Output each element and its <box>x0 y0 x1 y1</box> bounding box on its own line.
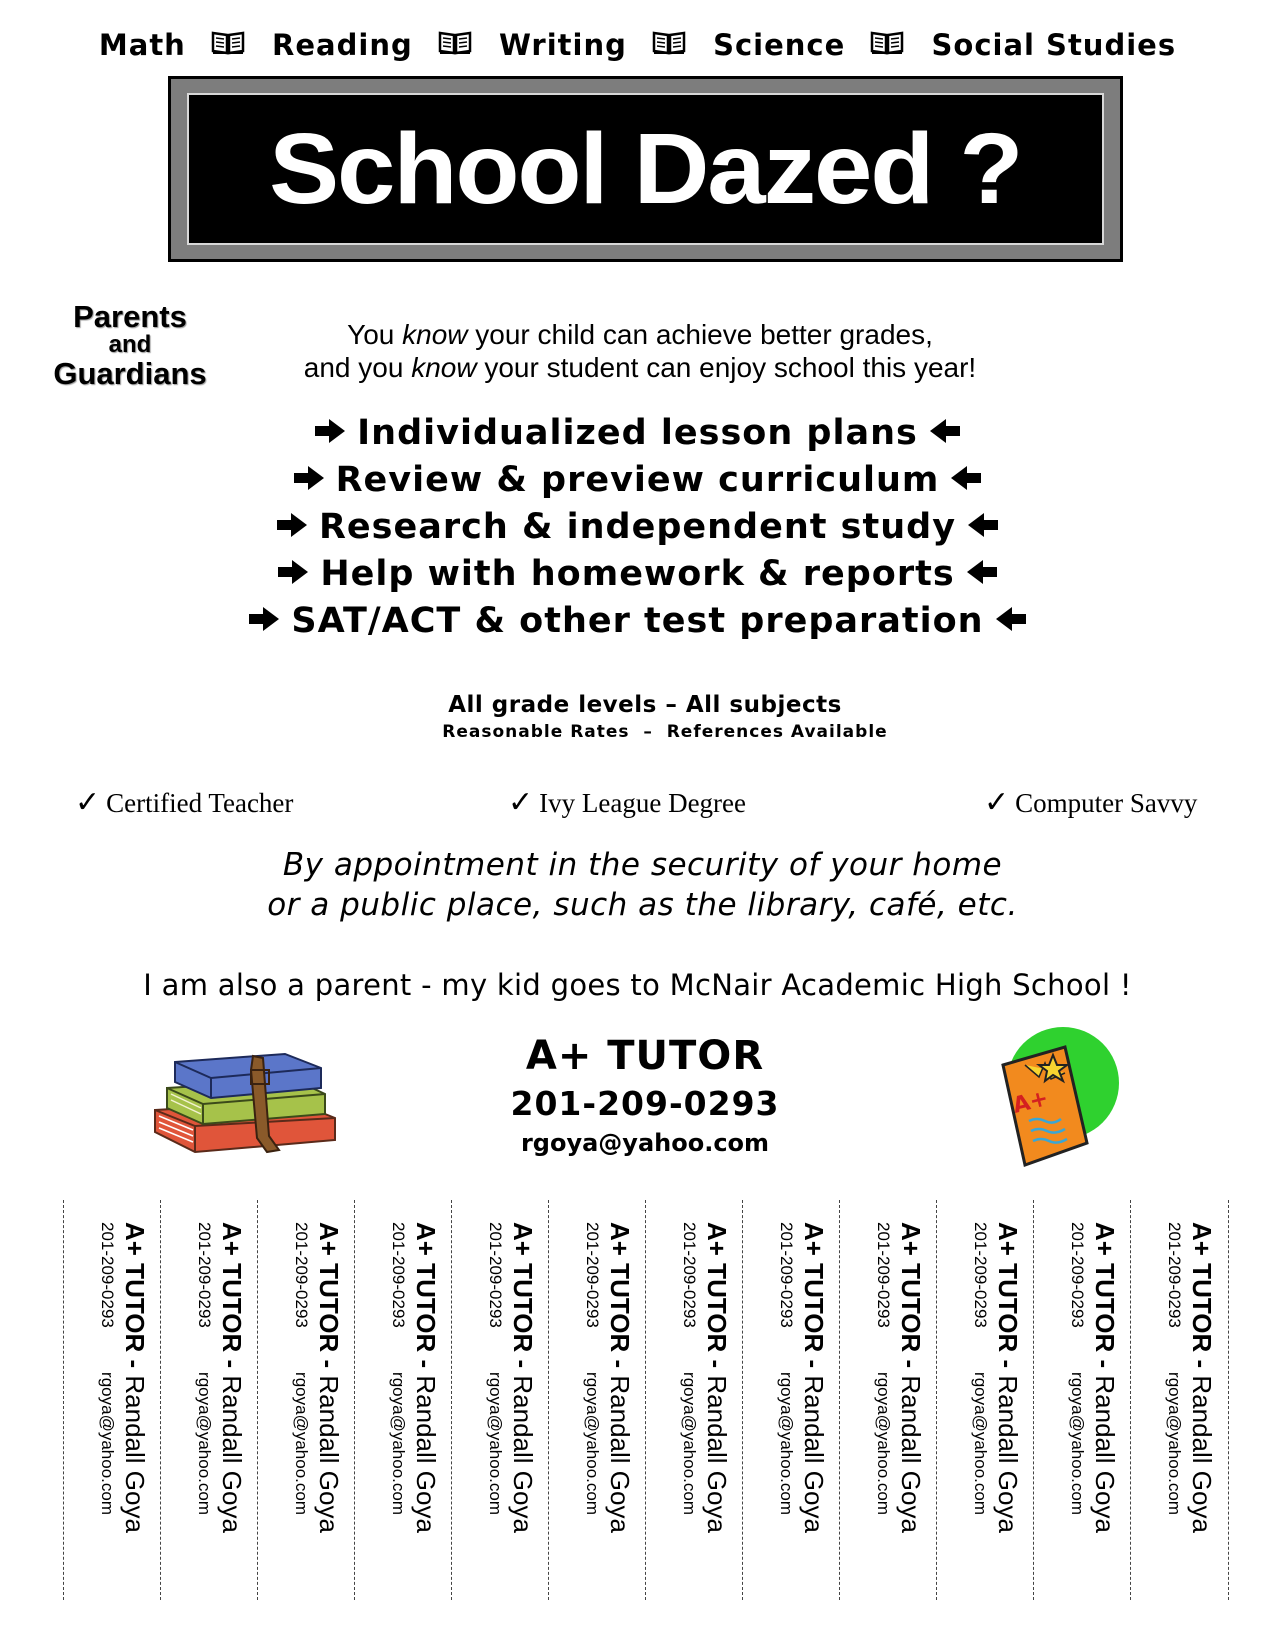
service-item <box>0 504 1275 551</box>
parent-note: I am also a parent - my kid goes to McNair Academic High School ! <box>143 968 1132 1002</box>
tab-name-line <box>702 1222 732 1582</box>
audience-heading <box>30 300 230 390</box>
page-title: School Dazed ? <box>269 113 1022 225</box>
tab-text <box>953 1222 1023 1582</box>
tab-title: A+ TUTOR <box>993 1222 1023 1353</box>
tab-name-line <box>411 1222 441 1582</box>
tab-contact-line <box>385 1222 411 1582</box>
tab-person: Randall Goya <box>508 1375 538 1533</box>
tab-title: A+ TUTOR <box>314 1222 344 1353</box>
intro-line-1-start: You <box>347 319 403 350</box>
arrow-right-icon <box>247 599 281 645</box>
tab-text <box>177 1222 247 1582</box>
tab-separator: - <box>314 1352 344 1376</box>
credential-computer-savvy <box>984 785 1197 820</box>
tab-contact-line <box>676 1222 702 1582</box>
arrow-left-icon <box>949 458 983 504</box>
tab-phone: 201-209-0293 <box>98 1222 117 1328</box>
contact-email: rgoya@yahoo.com <box>520 1129 770 1157</box>
tab-name-line <box>799 1222 829 1582</box>
tab-spacer <box>777 1328 796 1372</box>
contact-block <box>400 1030 890 1160</box>
tab-separator: - <box>217 1352 247 1376</box>
tab-separator: - <box>702 1352 732 1376</box>
grade-mark: A+ <box>1010 1085 1051 1119</box>
tab-phone: 201-209-0293 <box>389 1222 408 1328</box>
open-book-icon <box>211 28 245 62</box>
tear-off-tab[interactable] <box>936 1200 1034 1600</box>
tab-text <box>565 1222 635 1582</box>
intro-line-2-start: and you <box>303 352 412 383</box>
tear-off-tab[interactable] <box>645 1200 743 1600</box>
tab-email: rgoya@yahoo.com <box>874 1372 893 1515</box>
tear-off-tab[interactable] <box>839 1200 937 1600</box>
tab-contact-line <box>94 1222 120 1582</box>
tab-separator: - <box>508 1352 538 1376</box>
tab-phone: 201-209-0293 <box>971 1222 990 1328</box>
tab-contact-line <box>482 1222 508 1582</box>
credential-ivy-league-degree <box>508 785 746 820</box>
tab-text <box>1050 1222 1120 1582</box>
tab-person: Randall Goya <box>120 1375 150 1533</box>
arrow-left-icon <box>994 599 1028 645</box>
intro-line-2-emphasis: know <box>411 352 477 383</box>
credential-label: Computer Savvy <box>1015 788 1198 818</box>
tab-spacer <box>1165 1328 1184 1372</box>
tab-text <box>274 1222 344 1582</box>
tear-off-tab[interactable] <box>160 1200 258 1600</box>
tab-spacer <box>98 1328 117 1372</box>
tab-separator: - <box>1090 1352 1120 1376</box>
tab-title: A+ TUTOR <box>411 1222 441 1353</box>
credential-label: Ivy League Degree <box>539 788 747 818</box>
tab-separator: - <box>799 1352 829 1376</box>
service-item <box>0 457 1275 504</box>
tab-title: A+ TUTOR <box>799 1222 829 1353</box>
tear-off-tab[interactable] <box>354 1200 452 1600</box>
subject-writing: Writing <box>498 28 627 62</box>
tab-email: rgoya@yahoo.com <box>98 1372 117 1515</box>
tab-contact-line <box>288 1222 314 1582</box>
tab-email: rgoya@yahoo.com <box>292 1372 311 1515</box>
tab-spacer <box>292 1328 311 1372</box>
appointment-text <box>0 845 1275 925</box>
tear-off-tab[interactable] <box>63 1200 161 1600</box>
tab-title: A+ TUTOR <box>1187 1222 1217 1353</box>
tab-person: Randall Goya <box>799 1375 829 1533</box>
tab-email: rgoya@yahoo.com <box>195 1372 214 1515</box>
tab-title: A+ TUTOR <box>896 1222 926 1353</box>
credential-label: Certified Teacher <box>106 788 294 818</box>
tab-title: A+ TUTOR <box>508 1222 538 1353</box>
tab-spacer <box>389 1328 408 1372</box>
open-book-icon <box>870 28 904 62</box>
tab-contact-line <box>579 1222 605 1582</box>
tab-email: rgoya@yahoo.com <box>1165 1372 1184 1515</box>
contact-phone: 201-209-0293 <box>510 1084 780 1123</box>
tear-off-tab[interactable] <box>548 1200 646 1600</box>
subject-math: Math <box>98 28 186 62</box>
tab-contact-line <box>1064 1222 1090 1582</box>
tab-separator: - <box>993 1352 1023 1376</box>
checkmark-icon: ✓ <box>984 786 1010 819</box>
tab-text <box>80 1222 150 1582</box>
intro-line-1-emphasis: know <box>402 319 468 350</box>
tab-person: Randall Goya <box>896 1375 926 1533</box>
rates-line: Reasonable Rates – References Available <box>442 722 888 742</box>
title-banner-panel <box>187 93 1104 245</box>
services-list <box>0 410 1275 645</box>
title-banner-bevel <box>171 79 1120 259</box>
tab-separator: - <box>411 1352 441 1376</box>
tab-email: rgoya@yahoo.com <box>389 1372 408 1515</box>
intro-text <box>240 318 1040 384</box>
service-item <box>0 551 1275 598</box>
tab-person: Randall Goya <box>702 1375 732 1533</box>
tab-spacer <box>195 1328 214 1372</box>
tab-person: Randall Goya <box>605 1375 635 1533</box>
tab-contact-line <box>870 1222 896 1582</box>
tab-phone: 201-209-0293 <box>874 1222 893 1328</box>
arrow-right-icon <box>275 505 309 551</box>
tab-text <box>371 1222 441 1582</box>
title-banner <box>168 76 1123 262</box>
intro-line-1-end: your child can achieve better grades, <box>467 319 933 350</box>
tab-phone: 201-209-0293 <box>292 1222 311 1328</box>
tab-contact-line <box>191 1222 217 1582</box>
tab-spacer <box>1068 1328 1087 1372</box>
audience-line-and: and <box>108 331 152 358</box>
tab-name-line <box>1090 1222 1120 1582</box>
tab-text <box>856 1222 926 1582</box>
tab-phone: 201-209-0293 <box>583 1222 602 1328</box>
tab-separator: - <box>896 1352 926 1376</box>
tear-off-tab[interactable] <box>257 1200 355 1600</box>
tab-name-line <box>314 1222 344 1582</box>
tab-spacer <box>680 1328 699 1372</box>
tab-spacer <box>583 1328 602 1372</box>
tab-email: rgoya@yahoo.com <box>1068 1372 1087 1515</box>
service-label: Review & preview curriculum <box>335 460 940 500</box>
tab-title: A+ TUTOR <box>702 1222 732 1353</box>
tab-title: A+ TUTOR <box>1090 1222 1120 1353</box>
tab-title: A+ TUTOR <box>605 1222 635 1353</box>
arrow-right-icon <box>313 411 347 457</box>
service-label: Help with homework & reports <box>320 554 955 594</box>
intro-line-2-end: your student can enjoy school this year! <box>476 352 977 383</box>
arrow-left-icon <box>965 552 999 598</box>
intro-line-2 <box>240 351 1040 384</box>
tab-text <box>662 1222 732 1582</box>
appointment-line-1: By appointment in the security of your home <box>282 847 1003 883</box>
tab-name-line <box>605 1222 635 1582</box>
arrow-left-icon <box>966 505 1000 551</box>
tab-name-line <box>120 1222 150 1582</box>
tab-person: Randall Goya <box>217 1375 247 1533</box>
books-stack-illustration <box>145 1040 345 1164</box>
tab-name-line <box>896 1222 926 1582</box>
tear-off-tab[interactable] <box>1033 1200 1131 1600</box>
tab-phone: 201-209-0293 <box>777 1222 796 1328</box>
tab-separator: - <box>120 1352 150 1376</box>
tab-spacer <box>971 1328 990 1372</box>
tab-text <box>1147 1222 1217 1582</box>
tab-title: A+ TUTOR <box>217 1222 247 1353</box>
tab-name-line <box>1187 1222 1217 1582</box>
audience-line-guardians: Guardians <box>53 356 207 391</box>
service-label: Individualized lesson plans <box>357 413 918 453</box>
intro-line-1 <box>240 318 1040 351</box>
tab-email: rgoya@yahoo.com <box>583 1372 602 1515</box>
audience-line-parents: Parents <box>73 299 187 334</box>
tab-person: Randall Goya <box>314 1375 344 1533</box>
tab-spacer <box>874 1328 893 1372</box>
subject-science: Science <box>713 28 846 62</box>
tab-name-line <box>508 1222 538 1582</box>
arrow-right-icon <box>276 552 310 598</box>
tab-contact-line <box>967 1222 993 1582</box>
arrow-right-icon <box>292 458 326 504</box>
tab-contact-line <box>773 1222 799 1582</box>
tab-separator: - <box>1187 1352 1217 1376</box>
tab-person: Randall Goya <box>993 1375 1023 1533</box>
appointment-line-2: or a public place, such as the library, café, etc. <box>267 887 1018 923</box>
service-label: Research & independent study <box>318 507 957 547</box>
service-item <box>0 598 1275 645</box>
open-book-icon <box>438 28 472 62</box>
tear-off-tabs <box>63 1200 1229 1600</box>
tear-off-tab[interactable] <box>451 1200 549 1600</box>
service-label: SAT/ACT & other test preparation <box>291 601 984 641</box>
tab-name-line <box>217 1222 247 1582</box>
grades-line: All grade levels – All subjects <box>448 692 842 718</box>
tab-phone: 201-209-0293 <box>680 1222 699 1328</box>
tab-person: Randall Goya <box>1090 1375 1120 1533</box>
tab-phone: 201-209-0293 <box>195 1222 214 1328</box>
subject-social-studies: Social Studies <box>931 28 1177 62</box>
subject-reading: Reading <box>272 28 413 62</box>
contact-name: A+ TUTOR <box>525 1033 765 1079</box>
tab-name-line <box>993 1222 1023 1582</box>
graded-paper-illustration <box>995 1025 1125 1174</box>
arrow-left-icon <box>928 411 962 457</box>
tab-separator: - <box>605 1352 635 1376</box>
tab-text <box>759 1222 829 1582</box>
tab-contact-line <box>1161 1222 1187 1582</box>
tab-person: Randall Goya <box>1187 1375 1217 1533</box>
tab-email: rgoya@yahoo.com <box>680 1372 699 1515</box>
tab-title: A+ TUTOR <box>120 1222 150 1353</box>
tab-text <box>468 1222 538 1582</box>
tab-phone: 201-209-0293 <box>486 1222 505 1328</box>
tab-email: rgoya@yahoo.com <box>971 1372 990 1515</box>
tab-email: rgoya@yahoo.com <box>486 1372 505 1515</box>
credential-certified-teacher <box>75 785 293 820</box>
tab-phone: 201-209-0293 <box>1165 1222 1184 1328</box>
tear-off-tab[interactable] <box>1130 1200 1229 1600</box>
open-book-icon <box>652 28 686 62</box>
tab-spacer <box>486 1328 505 1372</box>
tear-off-tab[interactable] <box>742 1200 840 1600</box>
service-item <box>0 410 1275 457</box>
subjects-row <box>0 26 1275 62</box>
checkmark-icon: ✓ <box>508 786 534 819</box>
checkmark-icon: ✓ <box>75 786 101 819</box>
tab-email: rgoya@yahoo.com <box>777 1372 796 1515</box>
tab-phone: 201-209-0293 <box>1068 1222 1087 1328</box>
tab-person: Randall Goya <box>411 1375 441 1533</box>
